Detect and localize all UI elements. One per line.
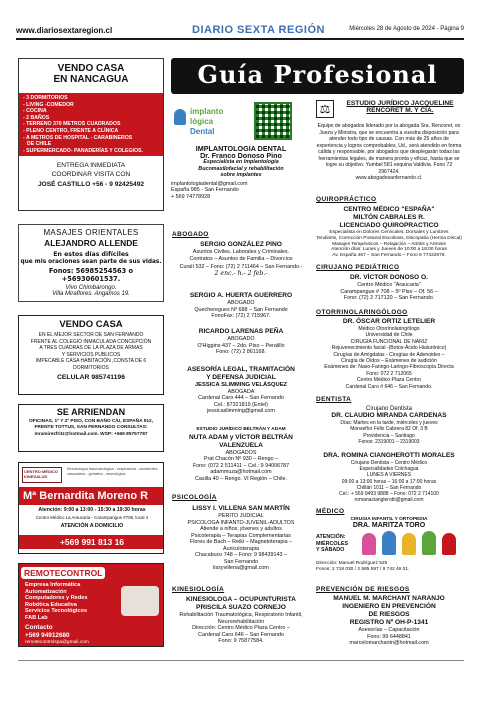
medico-line: MIÉRCOLES bbox=[316, 540, 349, 547]
remotec-contact-label: Contacto bbox=[25, 624, 53, 631]
abogado-line: Contratos – Asuntos de Familia – Divorcios bbox=[189, 255, 293, 262]
section-kinesiologia: KINESIOLOGÍA bbox=[172, 586, 225, 593]
remotec-email[interactable]: remotecontrolspa@gmail.com bbox=[25, 640, 89, 645]
ad-masajes-orientales bbox=[18, 224, 164, 302]
medico-pre: CIRUGIA INFANTIL Y ORTOPEDIA bbox=[350, 517, 428, 522]
otorrino-line: CIRUGIA FUNCIONAL DE NARIZ bbox=[350, 338, 428, 345]
cirujano-donoso bbox=[316, 274, 462, 302]
implanto-phone: + 569 74778928 bbox=[171, 193, 211, 200]
feature-item: - 2 BAÑOS bbox=[23, 114, 50, 121]
remotec-item: FAB Lab bbox=[25, 614, 48, 621]
remotec-logo: REMOTECONTROL bbox=[21, 567, 105, 579]
feature-item: - TERRENO 370 METROS CUADRADOS bbox=[23, 121, 121, 128]
otorrino-line: Centro Médico Plaza Centro bbox=[357, 377, 421, 384]
cirujano-line: Fono: (72) 2 717120 – San Fernando. bbox=[343, 295, 435, 301]
quiro-line: Atención días: Lunes y Jueves de 10:00 a 18:00 horas bbox=[331, 247, 447, 253]
otorrino-name: DR. ÓSCAR ORTIZ LETELIER bbox=[342, 318, 436, 325]
arriendan-title: SE ARRIENDAN bbox=[56, 407, 126, 417]
guia-title: Guía Profesional bbox=[197, 60, 438, 89]
dentista-line: Especialidades Colchagua bbox=[359, 466, 419, 473]
kine-line: Cardenal Caro 646 – San Fernando bbox=[198, 631, 284, 638]
abogado-name: SERGIO GONZÁLEZ PINO bbox=[200, 241, 282, 248]
abogado-line: O'Higgins 437 – 2do. Piso – Peralillo bbox=[197, 342, 285, 349]
masajes-title: MASAJES ORIENTALES bbox=[43, 228, 139, 237]
feature-item: - COCINA bbox=[23, 108, 47, 115]
tooth-icon bbox=[174, 109, 186, 125]
otorrino-ortiz bbox=[316, 318, 462, 390]
quiro-line: Tendinitis, Corrección Postural Escoliosis, Discopatía (Hernia Discal) bbox=[316, 235, 462, 241]
qr-code-icon[interactable] bbox=[254, 102, 292, 140]
features-panel bbox=[19, 93, 163, 156]
prevencion-name: REGISTRO Nº OH-P-1341 bbox=[349, 619, 429, 626]
feature-item: - SUPERMERCADO- PANADERÍAS Y COLEGIOS. bbox=[23, 147, 143, 154]
vendo-casa-title: VENDO CASA bbox=[59, 319, 123, 330]
feature-item: - A METROS DE HOSPITAL - CARABINEROS bbox=[23, 134, 133, 141]
estudio-title-line1: ESTUDIO JURÍDICO JACQUELINE bbox=[346, 100, 454, 107]
abogado-line: Cardenal Caro 444 – San Fernando bbox=[198, 395, 284, 401]
section-prevencion: PREVENCIÓN DE RIESGOS bbox=[316, 586, 410, 593]
section-quiropractico: QUIROPRÁCTICO bbox=[316, 196, 377, 203]
contact-text: JOSÉ CASTILLO +56 - 9 92425492 bbox=[37, 181, 145, 189]
psico-line: Flores de Bach – Reiki – Magnetoterapia – bbox=[189, 539, 293, 545]
estudio-body bbox=[316, 123, 462, 182]
abogado-name: VALENZUELA bbox=[219, 441, 263, 449]
quiro-name: CENTRO MÉDICO "ESPAÑA" bbox=[343, 206, 435, 213]
ad-vendo-casa bbox=[18, 315, 164, 395]
abogado-name: NUTA ADAM y VÍCTOR BELTRÁN bbox=[189, 433, 293, 441]
psicologa-name: LISSY I. VILLENA SAN MARTÍN bbox=[192, 505, 290, 512]
dentista-line: Días: Martes en la tarde, miércoles y jueves bbox=[340, 420, 438, 427]
quiro-line: Masajes Terapéuticos – Relajación – Artritis y Artrosis bbox=[332, 241, 446, 247]
otorrino-line: Médico Otorrinolaringólogo bbox=[358, 326, 420, 332]
dentista-line: 09:00 a 13:00 horas – 16:00 a 17:00 horas bbox=[341, 478, 437, 485]
dentista-line: Cirujano Dentista – Centro Médico bbox=[350, 460, 428, 466]
dentista-pre: Cirujano Dentista bbox=[365, 406, 413, 412]
vendo-casa-line: EN EL MEJOR SECTOR DE SAN FERNANDO bbox=[38, 332, 144, 338]
otorrino-line: Rejuvenecimiento facial -(Botox-Ácido Hialurónico) bbox=[331, 345, 447, 352]
psico-line: PERITO JUDICIAL bbox=[218, 513, 264, 519]
psico-line: Chacabuco 748 – Fono: 9 98439143 – bbox=[194, 552, 287, 558]
quiro-line: Especialista en Dolores Cervicales, Dorsales y Lumbres bbox=[329, 230, 449, 235]
medico-toro bbox=[316, 517, 462, 579]
ad-kinesalud bbox=[18, 462, 164, 554]
psico-line: San Fernando bbox=[223, 558, 259, 565]
remotec-item: Servicios Tecnológicos bbox=[25, 608, 88, 615]
feature-item: - LIVING -COMEDOR bbox=[23, 101, 74, 108]
prevencion-line: Asesorías – Capacitación bbox=[358, 627, 420, 633]
prevencion-name: MANUEL M. MARCHANT NARANJO bbox=[333, 595, 445, 602]
abogado-line: ABOGADOS bbox=[225, 449, 257, 456]
newspaper-brand: DIARIO SEXTA REGIÓN bbox=[192, 24, 325, 36]
feature-item: - 3 DORMITORIOS bbox=[23, 95, 68, 101]
psico-line: Atiende a niños, jóvenes y adultos bbox=[200, 526, 282, 532]
dentista-line: Cel.: + 569 9493 9888 – Fono: 072 2 714100 bbox=[339, 491, 439, 498]
dentista-line: Providencia – Santiago bbox=[363, 432, 415, 439]
otorrino-line: Universidad de Chile bbox=[365, 332, 413, 339]
abogado-line: FonoFax: (72) 2 715967. bbox=[211, 313, 271, 319]
ad-title-line2: EN NANCAGUA bbox=[53, 74, 129, 85]
abogado-name: RICARDO LARENAS PEÑA bbox=[198, 328, 284, 335]
page-header bbox=[16, 22, 464, 40]
abogado-huerta bbox=[171, 292, 311, 320]
cirujano-line: Carampangue # 708 – 5º Piso – Of. 56 – bbox=[340, 288, 438, 295]
abogado-line: ABOGADA bbox=[227, 388, 255, 395]
abogado-name: JESSICA SLIMMING VELÁSQUEZ bbox=[194, 382, 288, 388]
abogado-line: Prat Chacón Nº 930 – Rengo – bbox=[203, 456, 279, 462]
abogado-line: Curalí 532 – Fono: (72) 2 711464 – San Fernando.- bbox=[179, 264, 303, 270]
remotec-item: Empresa Informática bbox=[25, 582, 81, 588]
vendo-casa-line: IMPECABLE CASA HABITACIÓN ,CONSTA DE 6 bbox=[35, 358, 147, 365]
section-cirujano-pediatrico: CIRUJANO PEDIÁTRICO bbox=[316, 264, 400, 271]
abogado-name: ASESORÍA LEGAL, TRAMITACIÓN bbox=[187, 366, 295, 373]
arriendan-text: OFICINAS, 1º Y 2º PISO, CON BAÑO C/U, ESPAÑA 512, FRENTE TOTTUS, SAN FERNANDO CONSULTAS: mramirezfritz@hotmail.com. WSP: +569 85757787 bbox=[28, 419, 154, 437]
psico-line: Psicoterapia – Terapias Complementarias bbox=[191, 532, 291, 539]
estudio-text: Equipo de abogados liderado por la abogada Sra. Rencoret, ex Jueza y Ministra, que se encuentra a vuestra disposición para atender todo tipo de causas. Con más de 25 años de experiencia y logros comprobables, Ud., será atendido en forma cálida y responsable, por abogados que desplegarán todas las herramientas legales, de manera pronta y eficaz, hasta que se logre su objetivo. Yumbel 581 esquina Valdivia. Fono 72 2967424. bbox=[316, 123, 462, 175]
medico-line: Dirección: Manuel Rodríguez 525 bbox=[316, 561, 388, 566]
masajes-line1: En estos días difíciles bbox=[53, 251, 129, 258]
implanto-spec3: sobre implantes bbox=[220, 172, 262, 178]
abogado-adam-beltran bbox=[171, 427, 311, 482]
prevencion-marchant bbox=[316, 595, 462, 647]
feature-item: DE CHILE bbox=[27, 141, 52, 148]
kine-line: Rehabilitación Traumatológica, Respiratorio Infantil, bbox=[179, 612, 303, 618]
abogado-line: Fono: (072 2 511411 – Cel.: 9 94006787 bbox=[192, 462, 290, 469]
estudio-web[interactable]: www.abogadosanfernando.cl. bbox=[355, 175, 423, 181]
otorrino-line: Cirugía de Oídos – Exámenes de audición bbox=[341, 358, 437, 365]
ad-vendo-casa-nancagua bbox=[18, 58, 164, 211]
medico-line: ATENCIÓN: bbox=[316, 534, 346, 540]
implanto-logo bbox=[174, 103, 236, 143]
kinesalud-address: Centro Médico La Araucaria - Carampangue #708, local 4 bbox=[35, 515, 149, 520]
children-illustration bbox=[358, 529, 462, 557]
dentista-line: Chillán 1011 – San Fernando bbox=[356, 484, 422, 491]
masajes-line2: que mis oraciones sean parte de sus vidas. bbox=[20, 259, 162, 265]
kinesalud-tagline: Kinesiología traumatológica - respiratoria - accidentes vasculares - geriatría - neurológica bbox=[67, 467, 158, 476]
website-url[interactable]: www.diariosextaregion.cl bbox=[16, 26, 113, 35]
implanto-spec2: Bucomaxilofacial y rehabilitación bbox=[198, 165, 284, 172]
psicologa-villena bbox=[171, 505, 311, 572]
implanto-spec1: Especialista en Implantología bbox=[203, 159, 279, 165]
remotec-item: Computadores y Redes bbox=[25, 595, 88, 602]
implanto-address: España 985 - San Fernando bbox=[171, 187, 239, 193]
abogado-name: SERGIO A. HUERTA GUERRERO bbox=[189, 292, 293, 299]
quiro-name: MILTÓN CABRALES R. bbox=[353, 214, 425, 221]
logo-text-2: lógica bbox=[190, 117, 214, 126]
entrega-text: ENTREGA INMEDIATA bbox=[56, 162, 126, 170]
kinesalud-logo: CENTRO MÉDICO KINESALUD bbox=[22, 467, 62, 483]
kine-line: Dirección: Centro Médico Plaza Centro – bbox=[192, 625, 290, 631]
abogado-larenas bbox=[171, 328, 311, 356]
cirujano-name: DR. VÍCTOR DONOSO O. bbox=[350, 274, 428, 281]
logo-text-1: implanto bbox=[190, 107, 224, 116]
estudio-title bbox=[338, 100, 462, 114]
masajes-name: ALEJANDRO ALLENDE bbox=[44, 238, 138, 248]
section-psicologia: PSICOLOGÍA bbox=[172, 494, 217, 501]
abogado-slimming bbox=[171, 366, 311, 415]
prevencion-name: INGENIERO EN PREVENCIÓN bbox=[342, 603, 436, 610]
guia-banner bbox=[171, 58, 464, 94]
abogado-email[interactable]: jessicaslimming@gmail.com bbox=[207, 408, 275, 414]
otorrino-line: Fono: 072 2 712065 bbox=[366, 370, 412, 377]
kinesalud-hours: Atención: 9:00 a 13:00 - 15:30 a 19:30 horas bbox=[38, 507, 146, 513]
remotec-item: Robótica Educativa bbox=[25, 601, 77, 608]
vendo-casa-line: Y SERVICIOS PUBLICOS bbox=[61, 351, 121, 358]
remotec-item: Automatización bbox=[25, 588, 67, 595]
abogado-line: Casilla 40 – Rengo. VI Región – Chile. bbox=[195, 475, 287, 482]
ad-se-arriendan bbox=[18, 404, 164, 452]
quiropractico-cabrales bbox=[316, 206, 462, 259]
prevencion-line: Fono: 99 6448841 bbox=[367, 633, 411, 640]
kinesalud-phone[interactable]: +569 991 813 16 bbox=[19, 535, 164, 549]
otorrino-line: Exámenes de: Naso-Faringo-Laringo-Fibroscopía Directa bbox=[324, 364, 454, 371]
remotec-phone[interactable]: +569 94912680 bbox=[25, 632, 70, 639]
handwritten-note: 2 enc.- h.- 2 feb.- bbox=[214, 269, 268, 277]
psico-line: PSICOLOGA INFANTO-JUVENIL-ADULTOS bbox=[187, 519, 295, 526]
coordinar-text: COORDINAR VISITA CON bbox=[51, 171, 131, 179]
section-otorrino: OTORRINOLARINGÓLOGO bbox=[316, 309, 408, 316]
masajes-addr2: Villa Miraflores. Angamos 19. bbox=[52, 291, 130, 297]
implanto-entry bbox=[171, 146, 311, 200]
abogado-gonzalez bbox=[171, 241, 311, 277]
otorrino-line: Cardenal Caro # 646 – San Fernando. bbox=[345, 383, 433, 390]
kine-line: Neurorehabilitación bbox=[217, 618, 265, 625]
kine-name: PRISCILA SUAZO CORNEJO bbox=[196, 604, 286, 611]
abogado-line: Fono: (72) 2 861168. bbox=[216, 349, 266, 355]
implanto-heading: IMPLANTOLOGIA DENTAL bbox=[195, 144, 287, 153]
dentista-email[interactable]: romanacianglerotti@gmail.com bbox=[354, 497, 424, 504]
psico-email[interactable]: lissyvillena@gmail.com bbox=[213, 565, 269, 571]
dentista-cianglerotti bbox=[316, 452, 462, 503]
prevencion-name: DE RIESGOS bbox=[368, 611, 410, 618]
estudio-title-line2: RENCORET M. Y CÍA. bbox=[366, 107, 434, 114]
kinesiologa-suazo bbox=[171, 596, 311, 645]
kine-line: Fono: 9 75877584. bbox=[218, 638, 264, 644]
bottom-divider bbox=[18, 660, 464, 661]
abogado-email[interactable]: adammuza@hotmail.com bbox=[210, 469, 272, 475]
vendo-casa-line: A TRES CUADRAS DE LA PLAZA DE ARMAS bbox=[39, 345, 143, 352]
medico-line: Fonos: 2 718 030 / 2 585 597 / 9 742 46 01. bbox=[316, 567, 410, 572]
dentista-line: Monseñor Félix Cabrera 82 Of. 3 B bbox=[350, 426, 428, 433]
cirujano-line: Centro Médico "Araucaria" bbox=[357, 282, 421, 288]
kinesalud-name: Mª Bernardita Moreno R bbox=[19, 487, 164, 505]
abogado-line: Asuntos Civiles, Laborales y Criminales. bbox=[192, 249, 290, 255]
dentista-name: DR. CLAUDIO MIRANDA CARDENAS bbox=[331, 412, 447, 420]
dentista-line: LUNES A VIERNES bbox=[366, 472, 412, 479]
masajes-addr1: Vivo Chimbarongo. bbox=[65, 285, 117, 291]
vendo-casa-phone: CELULAR 985741196 bbox=[56, 373, 125, 381]
otorrino-line: Cirugías de Amígdalas - Cirugías de Adenoides – bbox=[333, 351, 445, 358]
abogado-line: Quecheregues Nº 688 – San Fernando bbox=[194, 306, 288, 313]
vendo-casa-line: FRENTE AL COLEGIO INMACULADA CONCEPCIÓN bbox=[30, 338, 152, 345]
scales-icon: ⚖ bbox=[316, 100, 334, 118]
vendo-casa-line: DORMITORIOS bbox=[73, 364, 109, 371]
ad-remotec bbox=[18, 563, 164, 647]
feature-item: - PLENO CENTRO, FRENTE A CLÍNICA bbox=[23, 127, 119, 134]
implanto-name: Dr. Franco Donoso Pino bbox=[200, 150, 282, 160]
dentista-line: Fonos: 2319001 – 2319003 bbox=[358, 438, 420, 445]
abogado-name: Y DEFENSA JUDICIAL bbox=[206, 374, 276, 381]
implanto-email[interactable]: implantologiadental@gmail.com bbox=[171, 180, 248, 187]
estudio-label: ESTUDIO JURÍDICO BELTRÁN Y ADAM bbox=[196, 427, 286, 432]
quiro-name: LICENCIADO QUIROPRACTICO bbox=[339, 222, 439, 229]
robot-image bbox=[121, 586, 159, 616]
psico-line: Auriculoterapia bbox=[223, 545, 259, 552]
date-page: Miércoles 28 de Agosto de 2024 - Página 9 bbox=[349, 26, 464, 32]
section-dentista: DENTISTA bbox=[316, 396, 352, 403]
section-medico: MÉDICO bbox=[316, 508, 345, 515]
dentista-miranda bbox=[316, 406, 462, 445]
medico-line: Y SÁBADO bbox=[316, 547, 345, 554]
kine-name: KINESIOLOGA – OCUPUNTURISTA bbox=[186, 596, 296, 603]
quiro-line: Av. España 467 – San Fernando – Fono 9 77432979. bbox=[332, 253, 446, 259]
ad-title-line1: VENDO CASA bbox=[57, 63, 125, 74]
logo-text-3: Dental bbox=[190, 127, 215, 136]
kinesalud-domicilio: ATENCIÓN A DOMICILIO bbox=[60, 523, 124, 529]
abogado-line: Cel.: 87321819 (Entel) bbox=[214, 401, 268, 408]
abogado-line: ABOGADO bbox=[227, 336, 255, 342]
dentista-name: DRA. ROMINA CIANGHEROTTI MORALES bbox=[323, 452, 455, 459]
abogado-line: ABOGADO bbox=[227, 300, 255, 306]
prevencion-email[interactable]: marcelomarchantn@hotmail.com bbox=[349, 640, 429, 646]
medico-name: DRA. MARITZA TORO bbox=[352, 522, 426, 529]
section-abogado: ABOGADO bbox=[172, 231, 209, 238]
masajes-phones: Fonos: 56985254563 o +56930601537. bbox=[48, 267, 134, 283]
